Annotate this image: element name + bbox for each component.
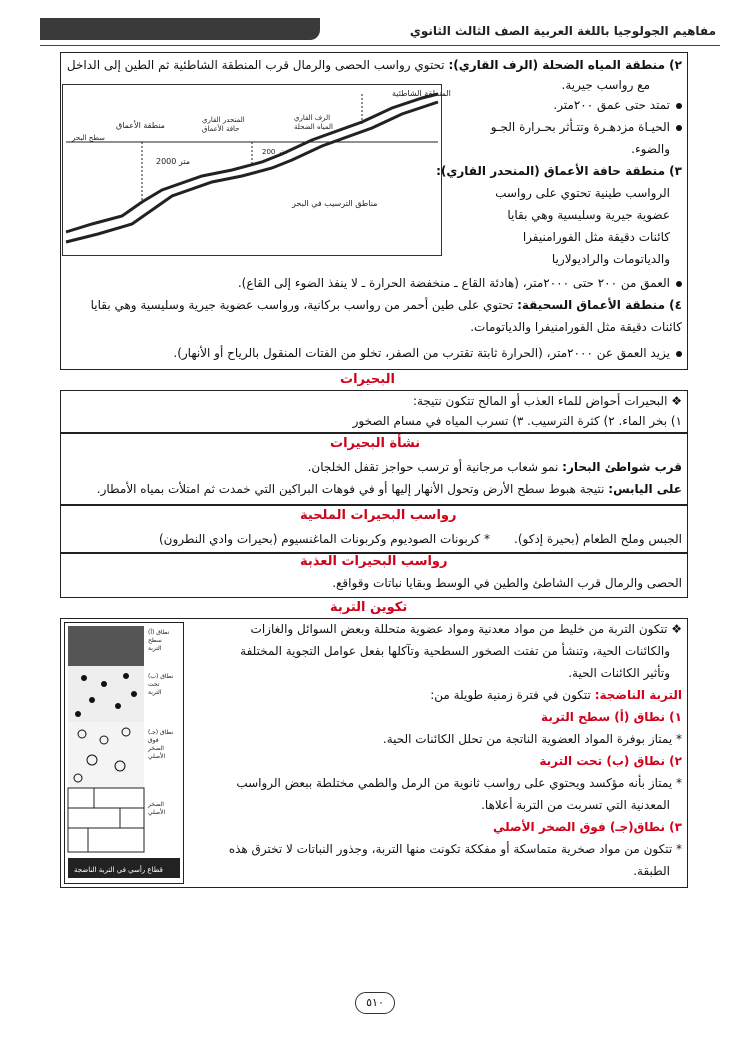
zoneA-text: * يمتاز بوفرة المواد العضوية الناتجة من تحلل الكائنات الحية. bbox=[382, 732, 682, 746]
zoneC-title: ٣) نطاق(جـ) فوق الصخر الأصلي bbox=[492, 820, 682, 834]
soil-intro1: ❖ تتكون التربة من خليط من مواد معدنية ومواد عضوية متحللة وبعض السوائل والغازات bbox=[250, 622, 682, 636]
label-shelf: الرف القاري المياه الضحلة bbox=[294, 114, 333, 131]
soil-title: تكوين التربة bbox=[330, 600, 408, 615]
marine-zones-diagram bbox=[62, 84, 451, 256]
svg-text:نطاق (جـ)فوقالصخرالأصلي: نطاق (جـ) فوق الصخر الأصلي bbox=[148, 729, 174, 760]
page-number: ٥١٠ bbox=[355, 992, 395, 1014]
zoneB-title: ٢) نطاق (ب) تحت التربة bbox=[539, 754, 682, 768]
zone2-line2: مع رواسب جيرية. bbox=[561, 78, 650, 92]
zone4-line: ٤) منطقة الأعماق السحيقة: تحتوي على طين أحمر من رواسب بركانية، ورواسب عضوية جيرية وسليسية وهي بقايا bbox=[90, 298, 682, 312]
salt-title: رواسب البحيرات الملحية bbox=[300, 508, 457, 523]
svg-text:نطاق (ب)تحتالتربة: نطاق (ب) تحت التربة bbox=[148, 673, 174, 696]
label-sea: سطح البحر bbox=[72, 134, 105, 142]
fresh-text: الحصى والرمال قرب الشاطئ والطين في الوسط وبقايا نباتات وقواقع. bbox=[332, 576, 682, 590]
zone-c-layer bbox=[68, 722, 144, 788]
zoneC-t2: الطبقة. bbox=[633, 864, 670, 878]
lakes-def: ❖ البحيرات أحواض للماء العذب أو المالح تتكون نتيجة: bbox=[412, 394, 682, 408]
header-decoration bbox=[40, 18, 320, 40]
lakes-coast: قرب شواطئ البحار: نمو شعاب مرجانية أو ترسب حواجز تقفل الخلجان. bbox=[307, 460, 682, 474]
label-200: 200 متر bbox=[262, 148, 288, 156]
label-deep: منطقة الأعماق bbox=[116, 121, 165, 130]
svg-text:الصخرالأصلي: الصخر الأصلي bbox=[148, 801, 166, 816]
bullet-2b: والضوء. bbox=[631, 142, 670, 156]
zoneB-t1: * يمتاز بأنه مؤكسد ويحتوي على رواسب ثانوية من الرمل والطمي مختلطة ببعض الرواسب bbox=[236, 776, 682, 790]
zone3-l3: كائنات دقيقة مثل الفورامنيفرا bbox=[522, 230, 670, 244]
lakes-land: على اليابس: نتيجة هبوط سطح الأرض وتحول الأنهار إليها أو في فوهات البراكين التي خمدت ثم امتلأت بمياه الأمطار. bbox=[96, 482, 682, 496]
page-header bbox=[40, 14, 720, 46]
zone3-l1: الرواسب طينية تحتوي على رواسب bbox=[495, 186, 670, 200]
label-shore: المنطقة الشاطئية bbox=[392, 89, 451, 98]
lakes-title: البحيرات bbox=[340, 372, 395, 387]
soil-intro3: وتأثير الكائنات الحية. bbox=[568, 666, 670, 680]
zone2-line bbox=[67, 56, 682, 74]
zoneA-title: ١) نطاق (أ) سطح التربة bbox=[541, 710, 682, 724]
salt-a: * كربونات الصوديوم وكربونات الماغنسيوم (بحيرات وادي النطرون) bbox=[158, 532, 490, 546]
zone4-line3: يزيد العمق عن ٢٠٠٠متر، (الحرارة ثابتة تقترب من الصفر، تخلو من الفتات المنقول بالرياح أو الأنهار). bbox=[173, 344, 682, 362]
fig-caption: قطاع رأسي في التربة الناضجة bbox=[74, 866, 163, 874]
soil-intro2: والكائنات الحية، وتنشأ من تفتت الصخور السطحية وتآكلها بفعل عوامل التجوية المختلفة bbox=[240, 644, 670, 658]
zoneC-t1: * تتكون من مواد صخرية متماسكة أو مفككة تكونت منها التربة، وجذور النباتات لا تخترق هذه bbox=[228, 842, 682, 856]
lakes-reasons: ١) بخر الماء. ٢) كثرة الترسيب. ٣) تسرب المياه في مسام الصخور bbox=[352, 414, 682, 428]
zoneB-t2: المعدنية التي تسربت من التربة أعلاها. bbox=[481, 798, 670, 812]
zone2-title: ٢) منطقة المياه الضحلة (الرف القاري): bbox=[448, 58, 682, 72]
fresh-title: رواسب البحيرات العذبة bbox=[300, 554, 448, 569]
zone4-line2: كائنات دقيقة مثل الفورامنيفرا والدياتومات. bbox=[470, 320, 682, 334]
bedrock-layer bbox=[68, 788, 144, 852]
salt-b: الجبس وملح الطعام (بحيرة إدكو). bbox=[514, 532, 682, 546]
zone3-title: ٣) منطقة حافة الأعماق (المنحدر القاري): bbox=[436, 164, 682, 178]
label-slope: المنحدر القاري حافة الأعماق bbox=[202, 116, 245, 133]
soil-profile-figure bbox=[64, 622, 184, 884]
lakes-origin-title: نشأة البحيرات bbox=[330, 436, 421, 451]
zone3-l4: والدياتومات والراديولاريا bbox=[551, 252, 670, 266]
bullet-2: الحيـاة مزدهـرة وتتـأثر بحـرارة الجـو bbox=[491, 118, 682, 136]
label-2000: 2000 متر bbox=[156, 157, 191, 166]
depth-line: العمق من ٢٠٠ حتى ٢٠٠٠متر، (هادئة القاع ـ منخفضة الحرارة ـ لا ينفذ الضوء إلى القاع). bbox=[238, 274, 682, 292]
zone2-text: تحتوي رواسب الحصى والرمال قرب المنطقة الشاطئية ثم الطين إلى الداخل bbox=[66, 58, 445, 72]
soil-mature: التربة الناضجة: تتكون في فترة زمنية طويلة من: bbox=[430, 688, 682, 702]
zone-a-layer bbox=[68, 626, 144, 666]
zone3-l2: عضوية جيرية وسليسية وهي بقايا bbox=[507, 208, 670, 222]
label-sed: مناطق الترسيب في البحر bbox=[292, 199, 378, 208]
svg-text:نطاق (أ)سطحالتربة: نطاق (أ) سطح التربة bbox=[148, 629, 170, 652]
bullet-1: تمتد حتى عمق ٢٠٠متر. bbox=[553, 96, 682, 114]
header-title: مفاهيم الجولوجيا باللغة العربية الصف الثالث الثانوي bbox=[409, 24, 716, 38]
